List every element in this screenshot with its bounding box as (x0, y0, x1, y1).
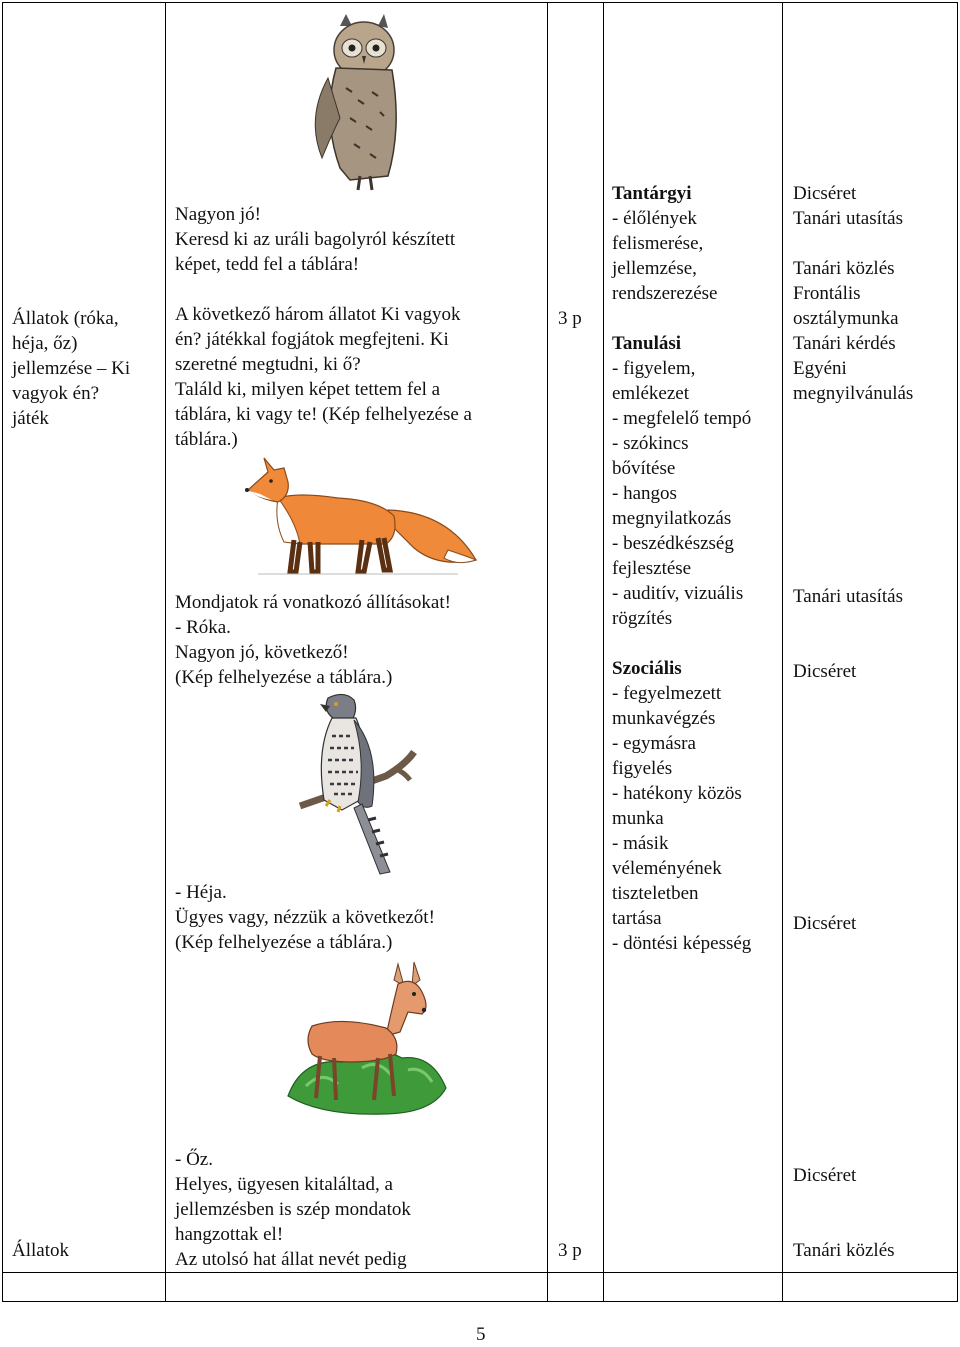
method-line: Egyéni (793, 358, 847, 379)
method-line: Dicséret (793, 183, 857, 204)
method-line: Tanári utasítás (793, 586, 903, 607)
goal-line: véleményének (612, 858, 722, 879)
hawk-illustration (296, 690, 418, 876)
goal-line: - egymásra (612, 733, 696, 754)
border-top (2, 2, 958, 3)
border-col1 (165, 2, 166, 1302)
border-col4 (782, 2, 783, 1302)
goal-line: rögzítés (612, 608, 673, 629)
topic-line: Állatok (róka, (12, 308, 119, 329)
goal-line: - auditív, vizuális (612, 583, 744, 604)
instruction-line: Nagyon jó, következő! (175, 642, 349, 663)
instructions-block-3 (175, 590, 451, 690)
goals-cell (612, 181, 751, 956)
methods-cell (793, 181, 913, 406)
border-bottom (2, 1301, 958, 1302)
owl-illustration (300, 8, 420, 196)
deer-illustration (282, 958, 452, 1118)
instruction-line: Ügyes vagy, nézzük a következőt! (175, 907, 435, 928)
instruction-line: (Kép felhelyezése a táblára.) (175, 667, 393, 688)
instruction-line: Az utolsó hat állat nevét pedig (175, 1249, 407, 1270)
border-right (957, 2, 958, 1302)
goal-heading: Tanulási (612, 333, 682, 354)
goal-line: - élőlények (612, 208, 697, 229)
goal-line: - beszédkészség (612, 533, 734, 554)
goal-line: felismerése, (612, 233, 704, 254)
topic-line: héja, őz) (12, 333, 78, 354)
instruction-line: - Héja. (175, 882, 227, 903)
instructions-block-1 (175, 202, 472, 452)
goal-heading: Tantárgyi (612, 183, 692, 204)
border-col3 (603, 2, 604, 1302)
goal-line: - hatékony közös (612, 783, 742, 804)
fox-illustration (238, 452, 480, 580)
goal-line: - megfelelő tempó (612, 408, 752, 429)
goal-line: - fegyelmezett (612, 683, 722, 704)
goal-line: - döntési képesség (612, 933, 752, 954)
border-col2 (547, 2, 548, 1302)
method-line: Dicséret (793, 1165, 857, 1186)
instruction-line: Mondjatok rá vonatkozó állításokat! (175, 592, 451, 613)
method-line: Tanári közlés (793, 1240, 895, 1261)
instruction-line: Keresd ki az uráli bagolyról készített (175, 229, 456, 250)
instruction-line: képet, tedd fel a táblára! (175, 254, 360, 275)
instructions-block-4 (175, 880, 435, 955)
instruction-line: A következő három állatot Ki vagyok (175, 304, 461, 325)
goal-line: tartása (612, 908, 662, 929)
topic-cell (12, 306, 130, 431)
goal-line: munka (612, 808, 664, 829)
goal-line: emlékezet (612, 383, 690, 404)
instruction-line: szeretné megtudni, ki ő? (175, 354, 361, 375)
instruction-line: Helyes, ügyesen kitaláltad, a (175, 1174, 393, 1195)
instruction-line: táblára.) (175, 429, 238, 450)
border-left (2, 2, 3, 1302)
duration-cell: 3 p (558, 308, 582, 329)
method-line: Tanári kérdés (793, 333, 896, 354)
goal-line: - hangos (612, 483, 677, 504)
goal-line: figyelés (612, 758, 673, 779)
method-line: megnyilvánulás (793, 383, 914, 404)
method-line: Tanári utasítás (793, 208, 903, 229)
goal-line: bővítése (612, 458, 676, 479)
instruction-line: Nagyon jó! (175, 204, 262, 225)
instruction-line: - Őz. (175, 1149, 213, 1170)
instructions-block-5 (175, 1147, 411, 1272)
instruction-line: - Róka. (175, 617, 231, 638)
duration-cell-2: 3 p (558, 1240, 582, 1261)
method-line: osztálymunka (793, 308, 899, 329)
goal-line: - figyelem, (612, 358, 696, 379)
method-line: Dicséret (793, 913, 857, 934)
instruction-line: jellemzésben is szép mondatok (175, 1199, 411, 1220)
topic-line: vagyok én? (12, 383, 100, 404)
method-line: Frontális (793, 283, 861, 304)
method-line: Tanári közlés (793, 258, 895, 279)
method-line: Dicséret (793, 661, 857, 682)
topic-line: jellemzése – Ki (12, 358, 131, 379)
topic-line: játék (12, 408, 49, 429)
instruction-line: Találd ki, milyen képet tettem fel a (175, 379, 441, 400)
border-row-split (2, 1272, 958, 1273)
instruction-line: (Kép felhelyezése a táblára.) (175, 932, 393, 953)
goal-line: jellemzése, (612, 258, 697, 279)
goal-line: fejlesztése (612, 558, 692, 579)
goal-heading: Szociális (612, 658, 682, 679)
topic-cell-2: Állatok (12, 1240, 69, 1261)
goal-line: - szókincs (612, 433, 689, 454)
instruction-line: hangzottak el! (175, 1224, 284, 1245)
goal-line: munkavégzés (612, 708, 716, 729)
goal-line: rendszerezése (612, 283, 718, 304)
instruction-line: én? játékkal fogjátok megfejteni. Ki (175, 329, 449, 350)
goal-line: - másik (612, 833, 669, 854)
goal-line: megnyilatkozás (612, 508, 732, 529)
instruction-line: táblára, ki vagy te! (Kép felhelyezése a (175, 404, 472, 425)
goal-line: tiszteletben (612, 883, 699, 904)
page-number: 5 (476, 1324, 486, 1345)
